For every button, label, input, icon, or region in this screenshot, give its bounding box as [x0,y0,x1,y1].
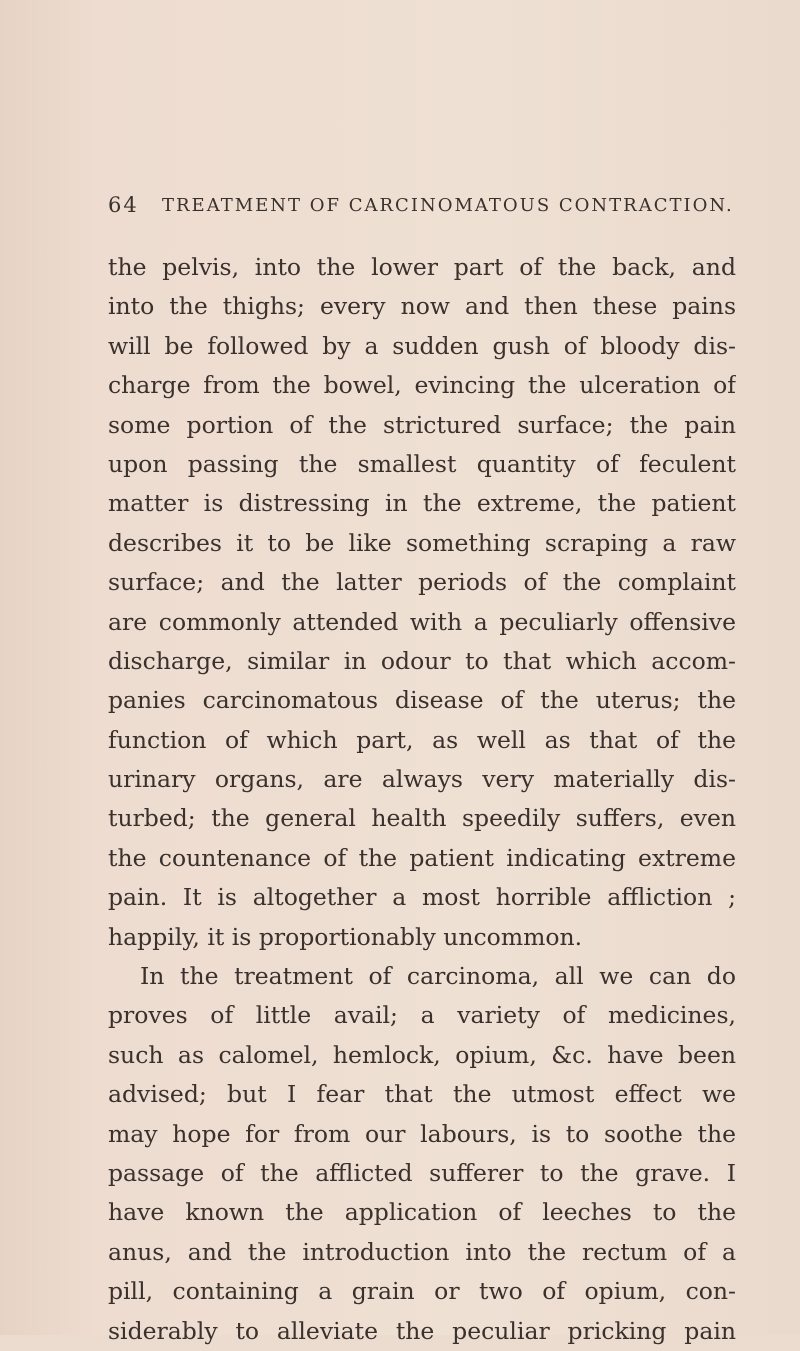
text-line: turbed; the general health speedily suffers, even [108,804,736,833]
text-line: anus, and the introduction into the rectum of a [108,1237,736,1266]
text-line: into the thighs; every now and then these pains [108,292,736,321]
text-line: describes it to be like something scraping a raw [108,528,736,557]
text-line: the countenance of the patient indicating extreme [108,843,736,872]
text-line: are commonly attended with a peculiarly offensive [108,607,736,636]
text-line: siderably to alleviate the peculiar pricking pain [108,1316,736,1345]
text-line: matter is distressing in the extreme, the patient [108,489,736,518]
text-line: some portion of the strictured surface; the pain [108,410,736,439]
text-line: pill, containing a grain or two of opium, con- [108,1277,736,1306]
text-line: upon passing the smallest quantity of feculent [108,449,736,478]
text-line: advised; but I fear that the utmost effect we [108,1080,736,1109]
running-title: TREATMENT OF CARCINOMATOUS CONTRACTION. [162,195,734,216]
text-line: may hope for from our labours, is to soothe the [108,1119,736,1148]
text-line: urinary organs, are always very materially dis- [108,765,736,794]
text-line: panies carcinomatous disease of the uterus; the [108,686,736,715]
paragraph-end-line: happily, it is proportionably uncommon. [108,922,583,951]
text-line: the pelvis, into the lower part of the back, and [108,253,736,281]
text-line: proves of little avail; a variety of medicines, [108,1001,736,1030]
text-line: such as calomel, hemlock, opium, &c. have been [108,1040,736,1069]
paragraph-start-line: In the treatment of carcinoma, all we can do [140,962,736,991]
text-line: charge from the bowel, evincing the ulceration of [108,371,736,400]
page-number: 64 [108,193,139,217]
text-line: discharge, similar in odour to that which accom- [108,646,736,675]
text-line: have known the application of leeches to the [108,1198,736,1227]
text-line: function of which part, as well as that of the [108,725,736,754]
text-line: passage of the afflicted sufferer to the grave. I [108,1158,736,1187]
text-line: surface; and the latter periods of the complaint [108,568,736,597]
body-text [108,248,736,1351]
page-header [108,193,748,225]
text-line: will be followed by a sudden gush of bloody dis- [108,331,736,360]
text-line: pain. It is altogether a most horrible affliction ; [108,883,736,912]
